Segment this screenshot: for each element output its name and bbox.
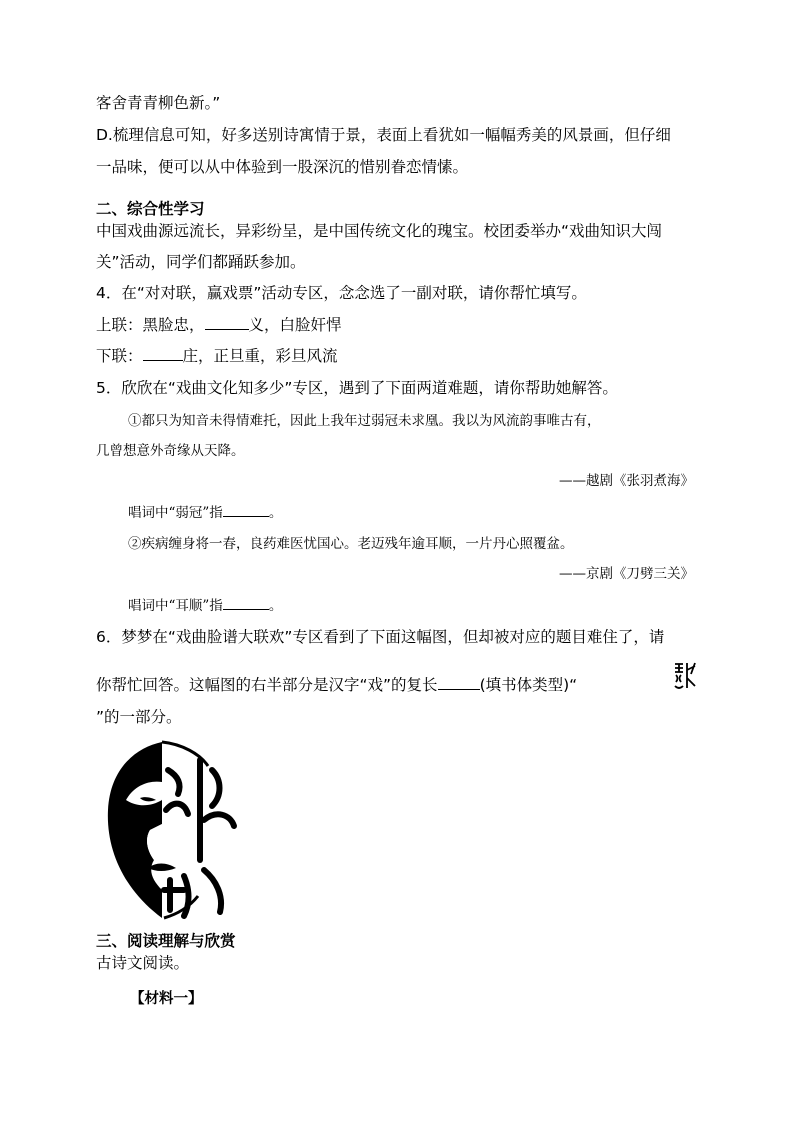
option-d-line-1: D.梳理信息可知，好多送别诗寓情于景，表面上看犹如一幅幅秀美的风景画，但仔细 [96, 126, 671, 144]
opera-quote-2: ②疾病缠身将一春，良药难医忧国心。老迈残年逾耳顺，一片丹心照覆盆。 [128, 536, 574, 552]
question-6-line-3: ”的一部分。 [96, 708, 182, 726]
opera-mask-image [104, 740, 246, 920]
ask-1-suffix: 。 [268, 505, 283, 521]
answer-blank[interactable] [223, 502, 269, 517]
section-heading-2: 二、综合性学习 [96, 200, 205, 218]
ask-1-prefix: 唱词中“弱冠”指 [128, 505, 223, 521]
couplet-upper [96, 314, 342, 336]
q6-prefix: 你帮忙回答。这幅图的右半部分是汉字“戏”的复长 [96, 676, 438, 694]
couplet-upper-prefix: 上联：黑脸忠， [96, 316, 205, 334]
answer-blank[interactable] [205, 315, 249, 330]
question-4: 4．在“对对联，赢戏票”活动专区，念念选了一副对联，请你帮忙填写。 [96, 284, 587, 302]
section-intro-line-1: 中国戏曲源远流长，异彩纷呈，是中国传统文化的瑰宝。校团委举办“戏曲知识大闯 [96, 222, 663, 240]
opera-quote-1a: ①都只为知音未得情难托，因此上我年过弱冠未求凰。我以为风流韵事唯古有， [128, 413, 601, 429]
opera-source-2: ——京剧《刀劈三关》 [559, 566, 694, 582]
opera-source-1: ——越剧《张羽煮海》 [559, 473, 694, 489]
question-5-ask-2 [128, 595, 282, 617]
seal-script-xi-glyph [673, 660, 697, 692]
section-3-intro: 古诗文阅读。 [96, 954, 190, 972]
ask-2-suffix: 。 [268, 598, 283, 614]
material-label: 【材料一】 [130, 990, 203, 1007]
couplet-lower-prefix: 下联： [96, 347, 143, 365]
couplet-upper-suffix: 义，白脸奸悍 [248, 316, 342, 334]
couplet-lower-suffix: 庄，正旦重，彩旦风流 [182, 347, 338, 365]
question-5: 5．欣欣在“戏曲文化知多少”专区，遇到了下面两道难题，请你帮助她解答。 [96, 379, 618, 397]
text-line: 客舍青青柳色新。” [96, 94, 221, 112]
answer-blank[interactable] [223, 595, 269, 610]
option-d-line-2: 一品味，便可以从中体验到一股深沉的惜别眷恋情愫。 [96, 158, 469, 176]
couplet-lower [96, 345, 338, 367]
answer-blank[interactable] [143, 346, 183, 361]
question-6-line-1: 6．梦梦在“戏曲脸谱大联欢”专区看到了下面这幅图，但却被对应的题目难住了，请 [96, 628, 665, 646]
q6-suffix: (填书体类型)“ [479, 676, 578, 694]
question-5-ask-1 [128, 502, 282, 524]
section-heading-3: 三、阅读理解与欣赏 [96, 932, 236, 950]
section-intro-line-2: 关”活动，同学们都踊跃参加。 [96, 253, 306, 271]
question-6-line-2 [96, 674, 577, 696]
ask-2-prefix: 唱词中“耳顺”指 [128, 598, 223, 614]
opera-quote-1b: 几曾想意外奇缘从天降。 [96, 443, 245, 459]
answer-blank[interactable] [438, 675, 480, 690]
